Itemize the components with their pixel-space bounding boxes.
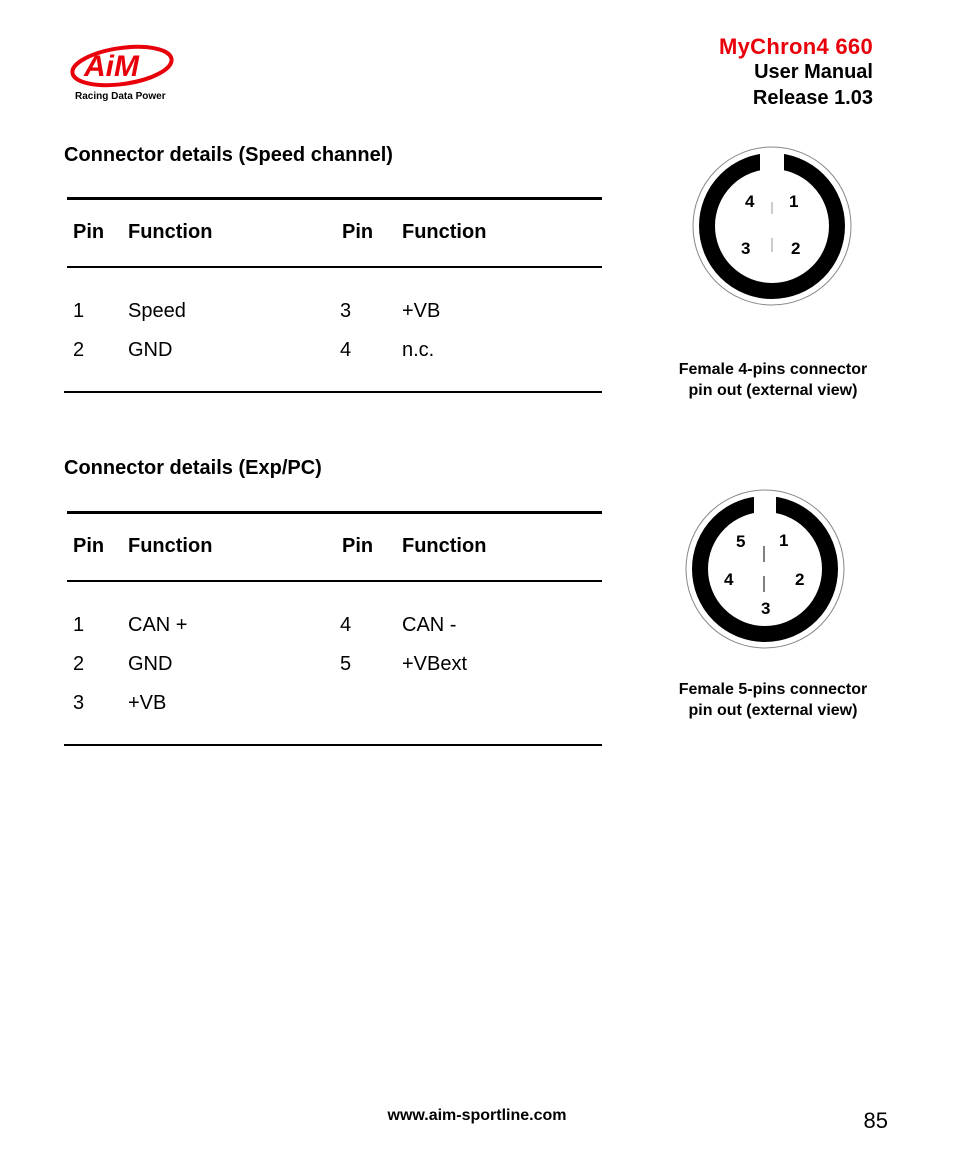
female-4-pin-connector-icon [690,146,854,310]
connector-caption-line: pin out (external view) [688,382,858,399]
table-header-rule [67,266,602,268]
release-label: Release 1.03 [752,87,873,109]
table-header-function: Function [402,221,487,243]
table-cell: +VBext [402,653,468,675]
table-header-rule [67,580,602,582]
table-cell: +VB [402,300,441,322]
pin-label: 4 [724,570,734,589]
table-header-pin: Pin [73,535,105,557]
table-cell: Speed [128,300,186,322]
table-cell: n.c. [402,339,435,361]
product-title: MyChron4 660 [719,34,873,59]
table-bottom-rule [64,744,602,746]
section-title-speed: Connector details (Speed channel) [64,144,393,166]
table-header-function: Function [128,221,213,243]
table-cell: GND [128,653,173,675]
page-number: 85 [863,1108,888,1133]
table-cell: 4 [340,339,352,361]
pin-label: 5 [736,532,746,551]
table-header-function: Function [128,535,213,557]
pin-label: 1 [789,192,799,211]
pin-label: 3 [761,599,771,618]
female-5-pin-connector-icon [684,488,848,652]
table-cell: 5 [340,653,352,675]
table-cell: 4 [340,614,352,636]
connector-caption [653,359,893,401]
table-top-rule [67,197,602,200]
section-title-exp-pc: Connector details (Exp/PC) [64,457,322,479]
table-cell: CAN - [402,614,457,636]
table-cell: GND [128,339,173,361]
table-cell: 3 [73,692,85,714]
table-cell: 2 [73,339,85,361]
footer-url: www.aim-sportline.com [387,1107,567,1124]
table-header-function: Function [402,535,487,557]
brand-tagline: Racing Data Power [75,91,166,102]
connector-caption-line: Female 5-pins connector [678,681,868,698]
table-top-rule [67,511,602,514]
table-cell: 1 [73,614,85,636]
table-cell: 1 [73,300,85,322]
table-header-pin: Pin [342,535,374,557]
table-header-pin: Pin [73,221,105,243]
manual-label: User Manual [754,61,873,83]
table-cell: +VB [128,692,167,714]
connector-caption [653,679,893,721]
aim-logo-wordmark-icon: AiM [84,50,139,83]
pin-label: 4 [745,192,755,211]
pin-label: 2 [795,570,805,589]
table-cell: 2 [73,653,85,675]
table-cell: 3 [340,300,352,322]
connector-caption-line: pin out (external view) [688,702,858,719]
pin-label: 3 [741,239,751,258]
connector-caption-line: Female 4-pins connector [678,361,868,378]
pin-label: 2 [791,239,801,258]
pin-label: 1 [779,531,789,550]
table-header-pin: Pin [342,221,374,243]
table-bottom-rule [64,391,602,393]
table-cell: CAN + [128,614,188,636]
